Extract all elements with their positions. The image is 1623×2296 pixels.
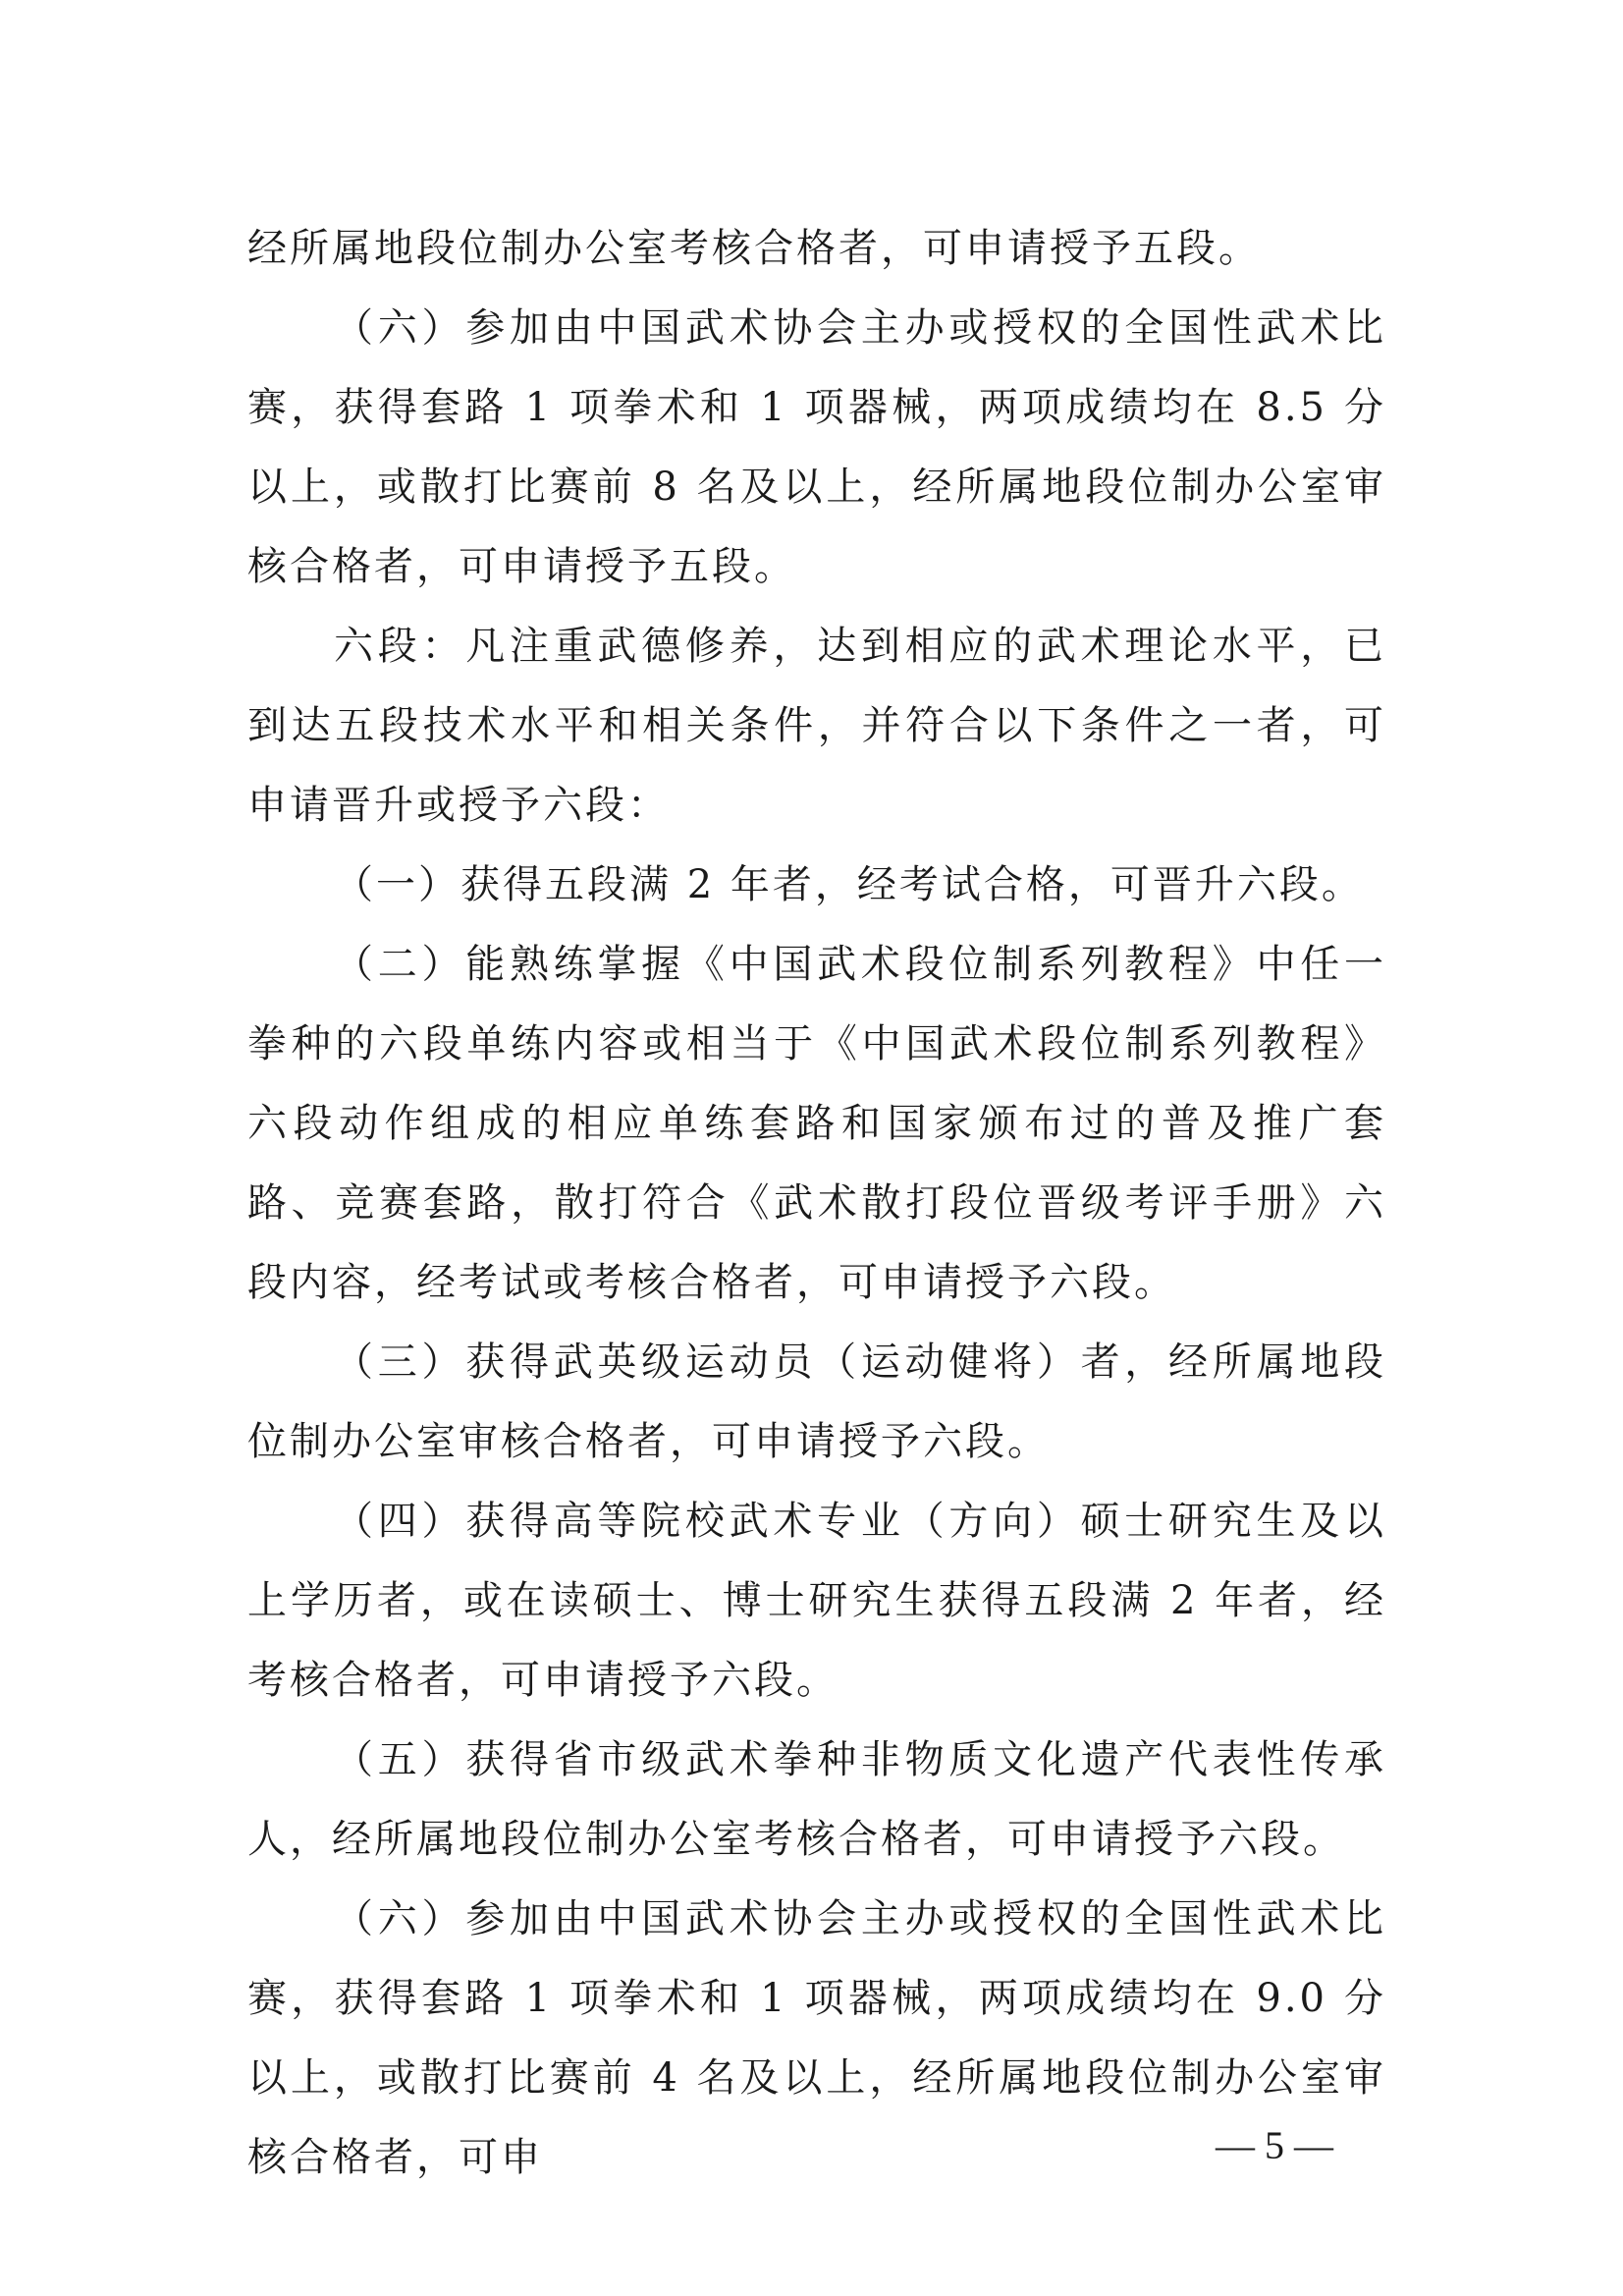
paragraph: （四）获得高等院校武术专业（方向）硕士研究生及以上学历者，或在读硕士、博士研究生获得五段满 2 年者，经考核合格者，可申请授予六段。 xyxy=(247,1499,1386,1703)
paragraph: 经所属地段位制办公室考核合格者，可申请授予五段。 xyxy=(247,226,1261,271)
paragraph: （五）获得省市级武术拳种非物质文化遗产代表性传承人，经所属地段位制办公室考核合格者，可申请授予六段。 xyxy=(247,1737,1386,1862)
paragraph: （二）能熟练掌握《中国武术段位制系列教程》中任一拳种的六段单练内容或相当于《中国武术段位制系列教程》六段动作组成的相应单练套路和国家颁布过的普及推广套路、竞赛套路，散打符合《武术散打段位晋级考评手册》六段内容，经考试或考核合格者，可申请授予六段。 xyxy=(247,942,1386,1305)
paragraph: （六）参加由中国武术协会主办或授权的全国性武术比赛，获得套路 1 项拳术和 1 项器械，两项成绩均在 9.0 分以上，或散打比赛前 4 名及以上，经所属地段位制办公室审核合格者，可申 xyxy=(247,1896,1386,2180)
body-text xyxy=(247,209,1386,2198)
paragraph: （一）获得五段满 2 年者，经考试合格，可晋升六段。 xyxy=(334,862,1364,907)
paragraph: （三）获得武英级运动员（运动健将）者，经所属地段位制办公室审核合格者，可申请授予六段。 xyxy=(247,1339,1386,1464)
paragraph: 六段：凡注重武德修养，达到相应的武术理论水平，已到达五段技术水平和相关条件，并符合以下条件之一者，可申请晋升或授予六段： xyxy=(247,624,1386,828)
page-number: — 5 — xyxy=(1216,2123,1333,2167)
paragraph: （六）参加由中国武术协会主办或授权的全国性武术比赛，获得套路 1 项拳术和 1 项器械，两项成绩均在 8.5 分以上，或散打比赛前 8 名及以上，经所属地段位制办公室审核合格者，可申请授予五段。 xyxy=(247,305,1386,589)
